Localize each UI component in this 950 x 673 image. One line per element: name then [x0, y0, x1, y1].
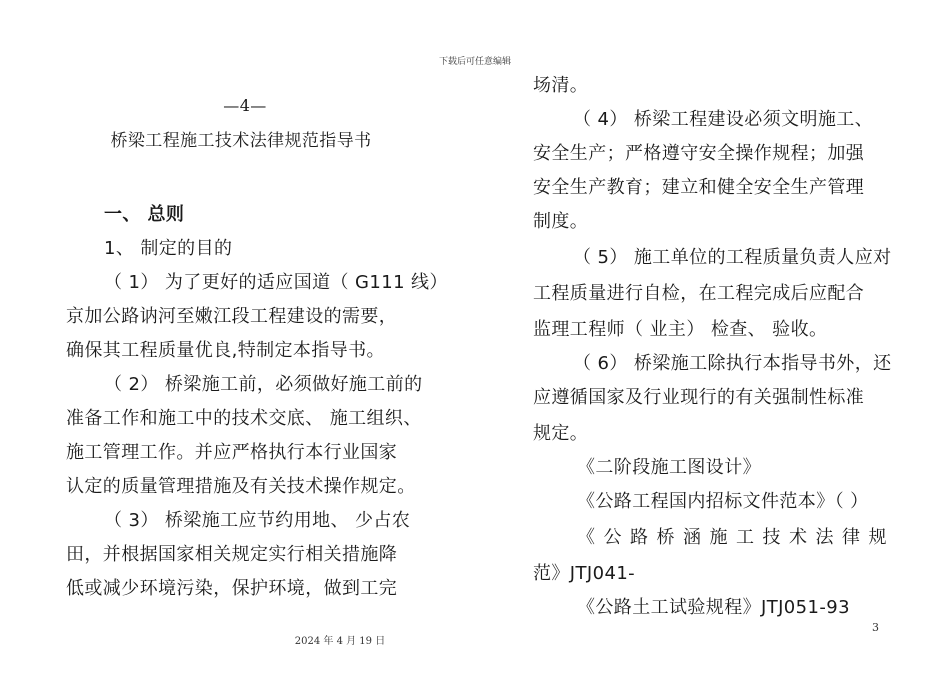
doc-title: 桥梁工程施工技术法律规范指导书	[110, 131, 372, 151]
text-line: （ 2） 桥梁施工前，必须做好施工前的	[104, 374, 423, 395]
text-line: （ 3） 桥梁施工应节约用地、 少占农	[104, 510, 411, 531]
text-line: 认定的质量管理措施及有关技术操作规定。	[66, 476, 416, 497]
reference-item: 《公路土工试验规程》JTJ051-93	[577, 597, 850, 618]
text-line: （ 1） 为了更好的适应国道（ G111 线）	[104, 272, 448, 293]
text-line: 京加公路讷河至嫩江段工程建设的需要，	[66, 306, 398, 327]
footer-date: 2024 年 4 月 19 日	[294, 636, 386, 647]
text-line: 规定。	[533, 423, 589, 444]
text-line: 低或减少环境污染，保护环境，做到工完	[66, 578, 398, 599]
text-line: 应遵循国家及行业现行的有关强制性标准	[533, 387, 865, 408]
text-line: （ 4） 桥梁工程建设必须文明施工、	[573, 109, 874, 130]
header-note: 下载后可任意编辑	[438, 57, 511, 67]
page-marker: —4—	[223, 96, 267, 115]
text-line: 监理工程师（ 业主） 检查、 验收。	[533, 319, 828, 340]
subsection-heading: 1、 制定的目的	[104, 238, 233, 259]
text-line: 工程质量进行自检，在工程完成后应配合	[533, 283, 865, 304]
text-line: 确保其工程质量优良,特制定本指导书。	[66, 340, 385, 361]
text-line: 制度。	[533, 211, 589, 232]
text-line: 施工管理工作。并应严格执行本行业国家	[66, 442, 398, 463]
text-line: 田，并根据国家相关规定实行相关措施降	[66, 544, 398, 565]
text-line: （ 5） 施工单位的工程质量负责人应对	[573, 247, 892, 268]
text-line: 安全生产；严格遵守安全操作规程；加强	[533, 143, 865, 164]
text-line: 场清。	[533, 75, 589, 96]
text-line: 安全生产教育；建立和健全安全生产管理	[533, 177, 865, 198]
section-heading: 一、 总则	[104, 204, 185, 225]
reference-item: 《二阶段施工图设计》	[577, 457, 761, 478]
text-line: 准备工作和施工中的技术交底、 施工组织、	[66, 408, 422, 429]
reference-item: 范》JTJ041-	[533, 563, 636, 584]
reference-item: 《公路桥涵施工技术法律规	[577, 527, 895, 548]
text-line: （ 6） 桥梁施工除执行本指导书外，还	[573, 353, 892, 374]
reference-item: 《公路工程国内招标文件范本》（ ）	[577, 491, 869, 512]
page-number: 3	[872, 621, 879, 634]
